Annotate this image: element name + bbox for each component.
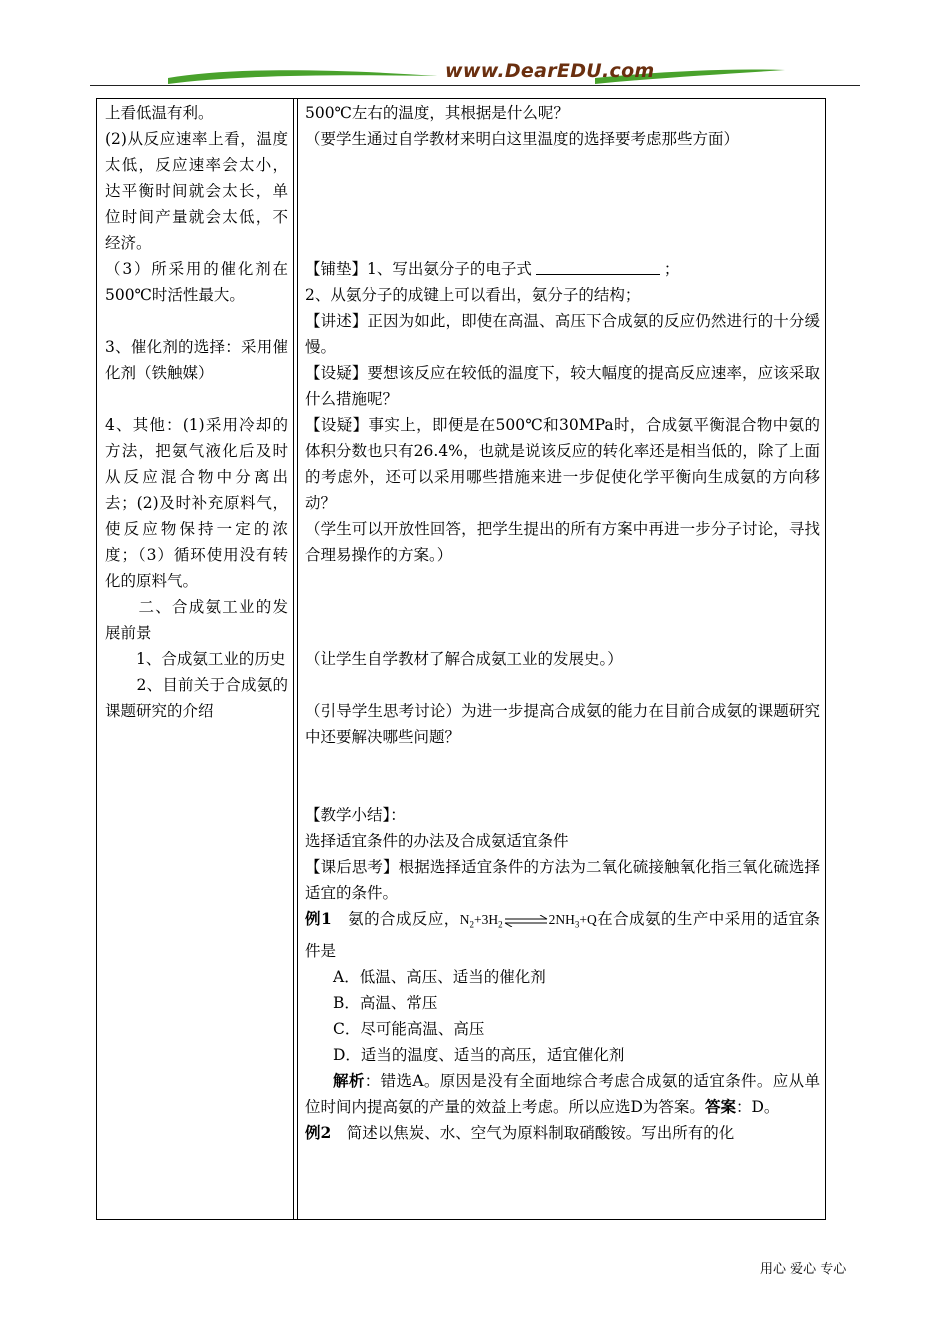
column-divider [293,98,294,1220]
left-text: 4、其他：(1)采用冷却的方法，把氨气液化后及时从反应混合物中分离出去；(2)及时补充原料气，使反应物保持一定的浓度；（3）循环使用没有转化的原料气。 [105,416,288,590]
right-text: （引导学生思考讨论）为进一步提高合成氨的能力在目前合成氨的课题研究中还要解决哪些问题？ [305,702,820,746]
right-text: 2、从氨分子的成键上可以看出，氨分子的结构； [305,286,641,304]
answer-blank [536,258,660,275]
option-b: B．高温、常压 [333,993,438,1012]
right-text: （让学生自学教材了解合成氨工业的发展史。） [305,650,623,668]
left-text: （3）所采用的催化剂在500℃时活性最大。 [105,260,288,304]
left-column [105,100,288,724]
prompt-text: 【铺垫】1、写出氨分子的电子式 [305,260,532,278]
analysis-label: 解析 [333,1070,365,1090]
right-text [305,256,820,282]
equilibrium-arrows-icon [504,915,548,927]
example-text: 简述以焦炭、水、空气为原料制取硝酸铵。写出所有的化 [331,1123,735,1142]
right-text: 选择适宜条件的办法及合成氨适宜条件 [305,832,569,850]
right-text: 【设疑】要想该反应在较低的温度下，较大幅度的提高反应速率，应该采取什么措施呢？ [305,364,820,408]
answer-text: ：D。 [735,1097,780,1116]
analysis-text: ：错选A。原因是没有全面地综合考虑合成氨的适宜条件。应从单位时间内提高氨的产量的效益上考虑。所以应选D为答案。 [305,1071,820,1116]
analysis [305,1068,820,1120]
right-text: 【设疑】事实上，即便是在500℃和30MPa时，合成氨平衡混合物中氨的体积分数也只有26.4%，也就是说该反应的转化率还是相当低的，除了上面的考虑外，还可以采用哪些措施来进一步促使化学平衡向生成氨的方向移动？ [305,416,820,512]
example-label: 例2 [305,1122,332,1142]
right-text: （要学生通过自学教材来明白这里温度的选择要考虑那些方面） [305,130,740,148]
option-d: D．适当的温度、适当的高压，适宜催化剂 [333,1045,625,1064]
right-text: 【课后思考】根据选择适宜条件的方法为二氧化硫接触氧化指三氧化硫选择适宜的条件。 [305,858,820,902]
right-text: 【讲述】正因为如此，即使在高温、高压下合成氨的反应仍然进行的十分缓慢。 [305,312,820,356]
right-text: （学生可以开放性回答，把学生提出的所有方案中再进一步分子讨论，寻找合理易操作的方案。） [305,520,820,564]
example-2 [305,1120,820,1146]
option-a: A．低温、高压、适当的催化剂 [333,967,546,986]
page-header [90,58,860,90]
answer-label: 答案 [704,1096,736,1116]
left-text: 上看低温有利。 [105,104,214,122]
right-text: 500℃左右的温度，其根据是什么呢？ [305,104,569,122]
left-text: (2)从反应速率上看，温度太低，反应速率会太小，达平衡时间就会太长，单位时间产量就会太低，不经济。 [105,130,288,252]
column-divider [297,98,298,1220]
site-logo: www.DearEDU.com [445,60,655,82]
left-text: 1、合成氨工业的历史 [105,650,286,668]
right-column [305,100,820,1146]
left-text: 2、目前关于合成氨的课题研究的介绍 [105,676,288,720]
example-text: 氨的合成反应， [331,910,460,928]
left-heading: 二、合成氨工业的发展前景 [105,598,288,642]
option-c: C．尽可能高温、高压 [333,1019,485,1038]
page-footer: 用心 爱心 专心 [760,1262,847,1277]
header-rule [90,85,860,86]
punctuation: ； [663,260,680,278]
example-label: 例1 [305,909,332,928]
left-text: 3、催化剂的选择：采用催化剂（铁触媒） [105,338,288,382]
example-text: 在合成氨的生产中采用的适宜条件是 [305,910,820,960]
summary-heading: 【教学小结】： [305,806,406,824]
reaction-equation: $N_2+3H_2$ $2NH_3+Q$ [459,912,597,930]
example-1 [305,906,820,964]
